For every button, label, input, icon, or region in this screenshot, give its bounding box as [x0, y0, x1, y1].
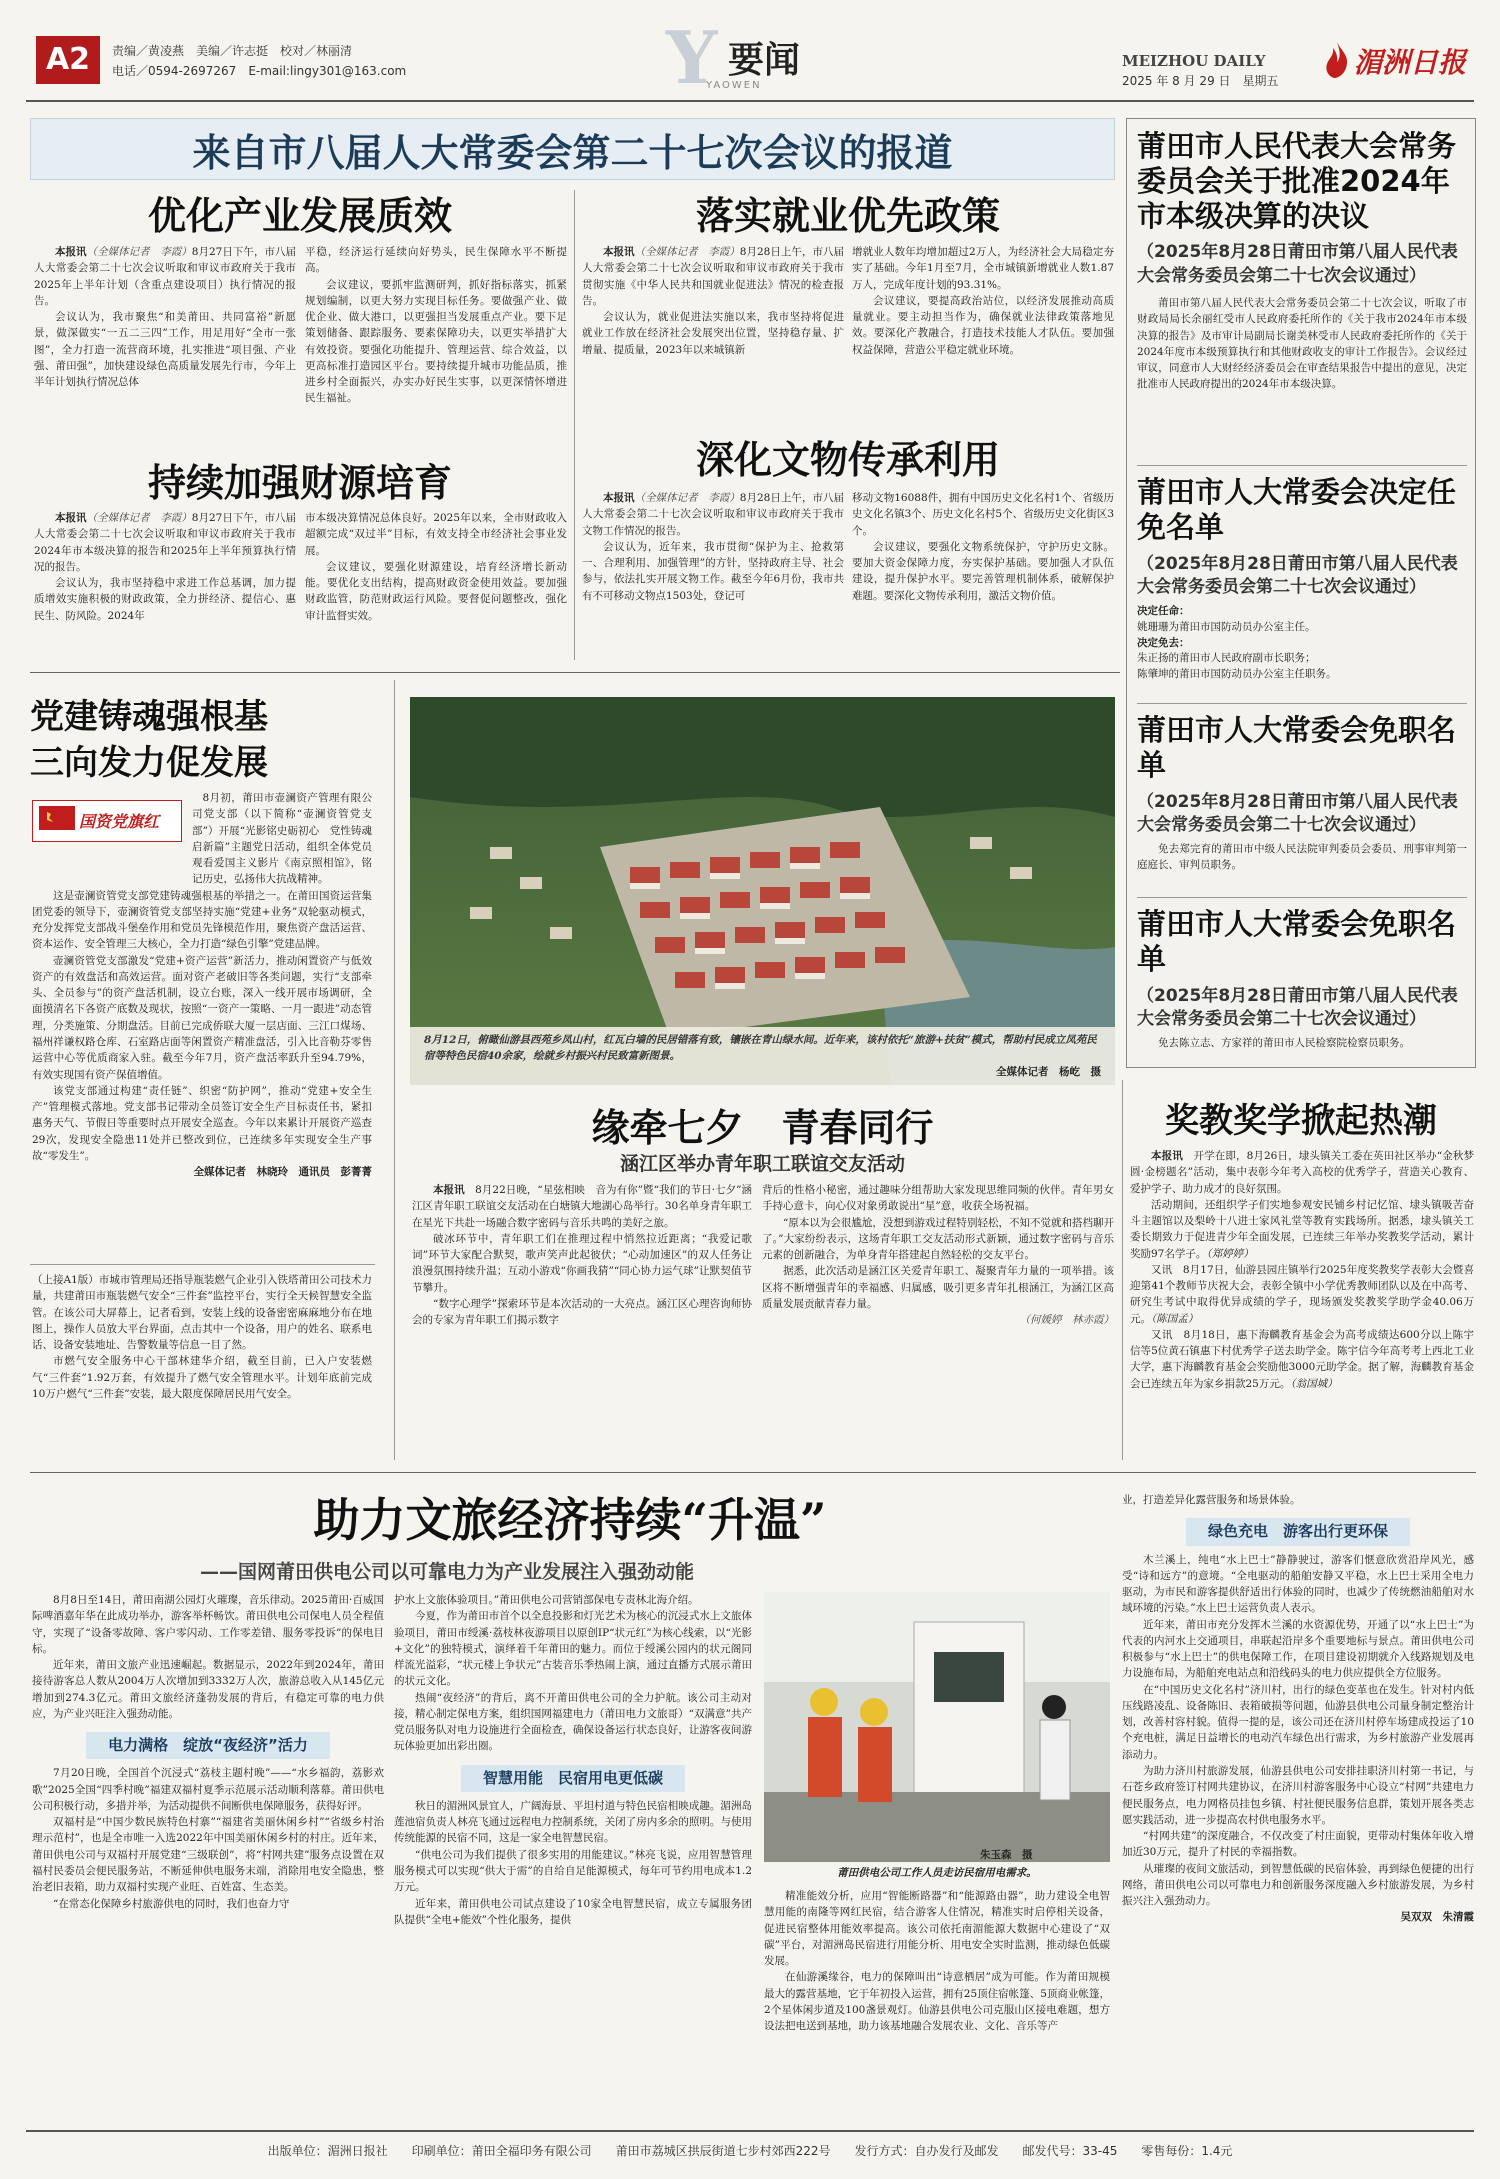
art4-col2	[852, 490, 1114, 660]
divider-middle-bottom	[30, 1472, 1476, 1473]
power-workers-image	[764, 1592, 1110, 1862]
page-header	[26, 15, 1474, 100]
res2-line2: 姚珊珊为莆田市国防动员办公室主任。	[1137, 620, 1316, 633]
divider-youth-award	[1122, 1080, 1123, 1460]
art2-title: 落实就业优先政策	[695, 194, 1000, 238]
gas-text1: （上接A1版）市城市管理局还指导瓶装燃气企业引入铁塔莆田公司技术力量，共建莆田市瓶装燃气安全“三件套”监控平台，实行全天候智慧安全监管。在该公司大屏幕上，记者看到，安装上线的设备密密麻麻地分布在地图上，操作人员放大平台界面，点击其中一个设备，用户的姓名、联系电话、设备安装地址、告警数量等信息一目了然。	[32, 1274, 372, 1352]
power-col4-top: 业，打造差异化露营服务和场景体验。	[1122, 1494, 1301, 1506]
art1-byline: 本报讯	[55, 246, 87, 258]
res4	[1137, 907, 1467, 1052]
res2-line5: 陈肇坤的莆田市国防动员办公室主任职务。	[1137, 668, 1337, 681]
power-credit: 吴双双 朱清霞	[1400, 1911, 1474, 1924]
party-body	[32, 790, 372, 1255]
flame-logo-icon	[1322, 40, 1352, 80]
power-section2-chip: 智慧用能 民宿用电更低碳	[461, 1765, 685, 1792]
award-para3: 又讯 8月17日，仙游县园庄镇举行2025年度奖教奖学表彰大会暨喜迎第41个教师节庆祝大会，表彰全镇中小学优秀教师团队以及在中高考、研究生考试中取得优异成绩的学子，现场颁发奖教奖学助学金40.06万元。	[1130, 1263, 1474, 1325]
power-col4-para5: “村网共建”的深度融合，不仅改变了村庄面貌，更带动村集体年收入增加近30万元，提升了村民的幸福指数。	[1122, 1830, 1474, 1859]
art1-author: （全媒体记者 李霞）	[86, 246, 192, 258]
award-byline: 本报讯	[1151, 1150, 1183, 1162]
divider-party-gas	[30, 1264, 375, 1265]
res3-title: 莆田市人大常委会免职名单	[1137, 713, 1457, 782]
power-col2-para1: 护水上文旅体验项目。”莆田供电公司营销部保电专责林北海介绍。	[394, 1594, 699, 1606]
issue-date: 2025 年 8 月 29 日 星期五	[1122, 74, 1279, 88]
res2-title: 莆田市人大常委会决定任免名单	[1137, 475, 1457, 544]
youth-text4: 背后的性格小秘密，通过趣味分组帮助大家发现思维同频的伙伴。青年男女手持心意卡，向心仪对象勇敢说出“星”意，收获全场祝福。	[762, 1184, 1114, 1213]
party-credit: 全媒体记者 林晓玲 通讯员 彭菁菁	[193, 1166, 372, 1179]
res2-line3: 决定免去：	[1137, 636, 1190, 649]
power-sec1-para1: 7月20日晚，全国首个沉浸式“荔枝主题村晚”——“水乡福韵，荔影欢歌”2025全国“四季村晚”福建双福村夏季示范展示活动顺利落幕。莆田供电公司积极行动，多措并举，为活动提供不间断供电保障服务，获得好评。	[32, 1767, 384, 1812]
art4-byline: 本报讯	[603, 492, 635, 504]
youth-col1	[412, 1182, 752, 1452]
art4-title: 深化文物传承利用	[695, 438, 1000, 482]
award-body	[1130, 1148, 1474, 1460]
art1-text2: 会议认为，我市聚焦“和美莆田、共同富裕”新愿景，做深做实“一五二三四”工作，用足用好“全市一张图”，全力打造一流营商环境，扎实推进“项目强、产业强、莆田强”，加快建设绿色高质量发展先行市，今年上半年计划执行情况总体	[34, 311, 296, 389]
gas-text2: 市燃气安全服务中心干部林建华介绍，截至目前，已入户安装燃气“三件套”1.92万套，有效提升了燃气安全管理水平。计划年底前完成10万户燃气“三件套”安装，最大限度保障居民用气安全。	[32, 1355, 372, 1400]
res1-subtitle: （2025年8月28日莆田市第八届人民代表大会常务委员会第二十七次会议通过）	[1137, 242, 1458, 287]
header-rule	[26, 100, 1474, 102]
art3-text3: 市本级决算情况总体良好。2025年以来，全市财政收入超额完成“双过半”目标，有效支持全市经济社会事业发展。	[305, 512, 567, 557]
banner-title: 来自市八届人大常委会第二十七次会议的报道	[192, 131, 953, 175]
art1-col2	[305, 244, 567, 459]
youth-text3: “数字心理学”探索环节是本次活动的一大亮点。涵江区心理咨询师协会的专家为青年职工们揭示数字	[412, 1297, 752, 1327]
party-intro: 8月初，莆田市壶澜资产管理有限公司党支部（以下简称“壶澜资管党支部”）开展“光影铭史砺初心 党性铸魂启新篇”主题党日活动，组织全体党员观看爱国主义影片《南京照相馆》，铭记历史，弘扬伟大抗战精神。	[192, 792, 372, 886]
section-letter: Y	[666, 15, 718, 100]
youth-text6: 据悉，此次活动是涵江区关爱青年职工、凝聚青年力量的一项举措。该区将不断增强青年的幸福感、归属感，吸引更多青年扎根涵江，为涵江区高质量发展贡献青春力量。	[762, 1265, 1114, 1310]
award-credit2: （陈国孟）	[1151, 1312, 1199, 1325]
power-col4-para6: 从璀璨的夜间文旅活动，到智慧低碳的民宿体验，再到绿色便捷的出行网络，莆田供电公司以可靠电力和创新服务深度融入乡村旅游发展，为乡村振兴注入强劲动力。	[1122, 1862, 1474, 1908]
art4-col1	[582, 490, 844, 660]
art2-author: （全媒体记者 李霞）	[634, 246, 740, 258]
res-divider-2	[1137, 703, 1467, 704]
village-photo-caption: 8月12日，俯瞰仙游县西苑乡凤山村，红瓦白墙的民居错落有致，镶嵌在青山绿水间。近年来，该村依托“旅游+扶贫”模式，帮助村民成立凤苑民宿等特色民宿40余家，绘就乡村振兴村民致富新图景。	[424, 1034, 1097, 1062]
power-title: 助力文旅经济持续“升温”	[313, 1493, 827, 1547]
gas-article	[32, 1272, 372, 1452]
village-photo-caption-box	[410, 1027, 1115, 1085]
village-photo	[410, 697, 1115, 1085]
art2-byline: 本报讯	[603, 246, 635, 258]
art4-text4: 会议建议，要强化文物系统保护，守护历史文脉。要加大资金保障力度，夯实保护基础。要加强人才队伍建设，提升保护水平。要完善管理机制体系，破解保护难题。要深化文物传承利用，激活文物价值。	[852, 540, 1114, 602]
power-section3-chip: 绿色充电 游客出行更环保	[1186, 1518, 1410, 1545]
power-col3-para1: 精准能效分析，应用“智能断路器”和“能源路由器”，助力建设全电智慧用能的南隆等网红民宿，结合游客人住情况，精准实时启停相关设备，促进民宿整体用能效率提高。该公司依托南湄能源大数据中心建设了“双碳”平台，对湄洲岛民宿进行用能分析、用电安全实时监测，推动绿色低碳发展。	[764, 1890, 1110, 1968]
power-subtitle: ——国网莆田供电公司以可靠电力为产业发展注入强劲动能	[200, 1561, 695, 1583]
youth-subtitle: 涵江区举办青年职工联谊交友活动	[619, 1153, 905, 1175]
power-col1	[32, 1592, 384, 2122]
art3-byline: 本报讯	[55, 512, 87, 524]
power-col2-para2: 今夏，作为莆田市首个以全息投影和灯光艺术为核心的沉浸式水上文旅体验项目，莆田市绶溪·荔枝林夜游项目以原创IP“状元红”为核心线索，以“光影+文化”的独特模式，演绎着千年莆田的魅力。而位于绶溪公园内的状元阁同样流光溢彩，“状元楼上争状元”古装音乐季热闹上演，通过直播方式展示莆田的状元文化。	[394, 1610, 752, 1688]
award-para2: 活动期间，还组织学子们实地参观安民铺乡村记忆馆、埭头镇吸苦奋斗主题馆以及梨岭十八进士家风礼堂等教育实践场所。据悉，埭头镇关工委长期致力于促进青少年全面发展，已连续三年举办奖教奖学活动，累计奖励97名学子。	[1130, 1198, 1474, 1260]
power-col4-para4: 为助力济川村旅游发展，仙游县供电公司安排挂职济川村第一书记，与石苍乡政府签订村网共建协议，在济川村游客服务中心设立“村网”共建电力便民服务点，电力网格员挂包乡镇、村社便民服务信息群，策划开展各类志愿实践活动，进一步提高农村供电服务水平。	[1122, 1764, 1474, 1826]
res4-title: 莆田市人大常委会免职名单	[1137, 907, 1457, 976]
power-col3-para2: 在仙游溪缘谷，电力的保障叫出“诗意栖居”成为可能。作为莆田规模最大的露营基地，它于年初投入运营，拥有25顶住宿帐篷、5顶商业帐篷，2个星体闲步道及100盏景观灯。仙游县供电公司克服山区接电难题，想方设法把电送到基地，助力该基地融合发展农业、文化、音乐等产	[764, 1971, 1110, 2033]
power-col4	[1122, 1492, 1474, 2122]
art1-text3: 平稳，经济运行延续向好势头，民生保障水平不断提高。	[305, 246, 567, 275]
res3-body: 免去郑完育的莆田市中级人民法院审判委员会委员、刑事审判第一庭庭长、审判员职务。	[1137, 843, 1467, 871]
power-col3	[764, 1888, 1110, 2122]
party-title-line2: 三向发力促发展	[30, 743, 268, 783]
power-intro2: 近年来，莆田文旅产业迅速崛起。数据显示，2022年到2024年，莆田接待游客总人数从2004万人次增加到3332万人次，旅游总收入从145亿元增加到274.3亿元。莆田文旅经济蓬勃发展的背后，有稳定可靠的电力供应，为产业兴旺注入强劲动能。	[32, 1659, 384, 1720]
editors-line: 责编／黄凌燕 美编／许志挺 校对／林丽清	[112, 44, 353, 58]
power-sec2-para1: 秋日的湄洲风景宜人，广阔海景、平坦村道与特色民宿相映成趣。湄洲岛莲池宿负责人林亮飞通过远程电力控制系统，关闭了房内多余的照明。与使用传统能源的民宿不同，这是一家全电智慧民宿。	[394, 1799, 752, 1845]
art1-text1: 8月27日下午，市八届人大常委会第二十七次会议听取和审议市政府关于我市2025年上半年计划（含重点建设项目）执行情况的报告。	[34, 246, 296, 307]
youth-text1: 8月22日晚，“星弦相映 音为有你”暨“我们的节日·七夕”涵江区青年职工联谊交友活动在白塘镇大地湖心岛举行。30名单身青年职工在星光下共赴一场融合数字密码与音乐共鸣的美好之旅。	[412, 1184, 752, 1229]
power-photo-credit: 朱玉森 摄	[980, 1849, 1033, 1861]
party-para4: 该党支部通过构建“责任链”、织密“防护网”，推动“党建+安全生产”管理模式落地。党支部书记带动全员签订安全生产目标责任书，紧扣惠务天气、节假日等重要时点开展安全巡查。今年以来累计开展资产巡查29次，发现安全隐患11处并已整改到位，已连续多年实现安全生产事故“零发生”。	[32, 1084, 372, 1162]
section-pinyin: YAOWEN	[706, 80, 762, 91]
art1-col1	[34, 244, 296, 459]
contact-line: 电话／0594-2697267 E-mail:lingy301@163.com	[112, 64, 407, 78]
art3-col1	[34, 510, 296, 660]
logo-text: 湄洲日报	[1354, 46, 1467, 79]
power-section1-chip: 电力满格 绽放“夜经济”活力	[86, 1732, 330, 1759]
power-col4-para1: 木兰溪上，纯电“水上巴士”静静驶过，游客们惬意欣赏沿岸风光，感受“诗和远方”的意境。“全电驱动的船舶安静又平稳，水上巴士采用全电力驱动，为市民和游客提供舒适出行体验的同时，也减少了传统燃油船舶对水域环境的污染。”水上巴士运营负责人表示。	[1122, 1553, 1474, 1615]
power-col4-para2: 近年来，莆田市充分发挥木兰溪的水资源优势，开通了以“水上巴士”为代表的内河水上交通项目，串联起沿岸多个重要地标与景点。莆田供电公司积极参与“水上巴士”的供电保障工作，在项目建设初期就介入线路规划及电力设施布局，为船舶充电站点和沿线码头的电力供应提供全方位服务。	[1122, 1618, 1474, 1680]
art2-text2: 会议认为，就业促进法实施以来，我市坚持将促进就业工作放在经济社会发展突出位置，坚持稳存量、扩增量、提质量，2023年以来城镇新	[582, 311, 844, 356]
res2-line4: 朱正扬的莆田市人民政府副市长职务；	[1137, 652, 1316, 665]
art3-title: 持续加强财源培育	[147, 461, 452, 505]
divider-art-cols	[574, 190, 575, 660]
divider-top-section	[30, 672, 1120, 673]
res3	[1137, 713, 1467, 874]
art1-text4: 会议建议，要抓牢监测研判，抓好指标落实，抓紧规划编制，以更大努力实现目标任务。要做强产业、做优企业、做大港口，以更强担当发展重点产业。要下足策划储备、跟踪服务、要素保障功夫，以更实举措扩大有效投资。要强化功能提升、管理运营、综合效益，以更高标准打造园区平台。要持续提升城市功能品质，推进乡村全面振兴，办实办好民生实事，以更深情怀增进民生福祉。	[305, 278, 567, 405]
res1-body: 莆田市第八届人民代表大会常务委员会第二十七次会议，听取了市财政局局长余丽红受市人民政府委托所作的《关于我市2024年市本级决算的报告》及市审计局副局长谢美林受市人民政府委托所作的《关于2024年度市本级预算执行和其他财政收支的审计工作报告》。会议经过审议，同意市人大财经经济委员会在审查结果报告中提出的意见，决定批准市人民政府提出的2024年市本级决算。	[1137, 296, 1467, 391]
art2-text1: 8月28日上午，市八届人大常委会第二十七次会议听取和审议市政府关于我市贯彻实施《中华人民共和国就业促进法》情况的检查报告。	[582, 246, 844, 307]
youth-col2	[762, 1182, 1114, 1452]
res2-subtitle: （2025年8月28日莆田市第八届人民代表大会常务委员会第二十七次会议通过）	[1137, 553, 1458, 598]
award-credit3: （翁国城）	[1290, 1377, 1338, 1390]
art4-author: （全媒体记者 李霞）	[634, 492, 740, 504]
art3-text1: 8月27日下午，市八届人大常委会第二十七次会议听取和审议市政府关于我市2024年市本级决算的报告和2025年上半年预算执行情况的报告。	[34, 512, 296, 573]
award-title: 奖教奖学掀起热潮	[1165, 1101, 1437, 1141]
power-photo	[764, 1592, 1110, 1862]
art2-col1	[582, 244, 844, 424]
res4-body: 免去陈立志、方家祥的莆田市人民检察院检察员职务。	[1158, 1037, 1410, 1050]
party-para2: 这是壶澜资管党支部党建铸魂强根基的举措之一。在莆田国资运营集团党委的领导下，壶澜资管党支部坚持实施“党建+业务”双轮驱动模式，充分发挥党支部战斗堡垒作用和党员先锋模范作用，聚焦资产盘活运营、资本运作、安全管理三大核心，全力打造“绿色引擎”党建品牌。	[32, 889, 372, 951]
newspaper-logo	[1322, 38, 1472, 82]
youth-text5: “原本以为会很尴尬，没想到游戏过程特别轻松，不知不觉就和搭档聊开了。”大家纷纷表示，这场青年职工交友活动形式新颖，通过数字密码与音乐元素的创新融合，为单身青年搭建起自然轻松的交友平台。	[762, 1216, 1114, 1262]
youth-credit: （何媛婷 林赤霞）	[1019, 1314, 1114, 1327]
res-divider-1	[1137, 465, 1467, 466]
page-label: A2	[36, 36, 100, 84]
youth-byline: 本报讯	[433, 1184, 465, 1196]
youth-text2: 破冰环节中，青年职工们在推理过程中悄然拉近距离；“我爱记歌词”环节大家配合默契，歌声笑声此起彼伏；“心动加速区”的双人任务让浪漫氛围持续升温；互动小游戏“你画我猜”“同心协力运气球”让默契值节节攀升。	[412, 1232, 752, 1294]
paper-en-name: MEIZHOU DAILY	[1122, 52, 1266, 70]
power-col4-para3: 在“中国历史文化名村”济川村，出行的绿色变革也在发生。针对村内低压线路凌乱、设备陈旧、表箱破损等问题，仙游县供电公司量身制定整治计划，改善村容村貌。值得一提的是，该公司还在济川村停车场建成投运了10个充电桩，满足日益增长的电动汽车绿色出行需求，为乡村旅游产业发展再添动力。	[1122, 1683, 1474, 1761]
res3-subtitle: （2025年8月28日莆田市第八届人民代表大会常务委员会第二十七次会议通过）	[1137, 791, 1458, 836]
resolutions-box	[1126, 118, 1476, 1068]
party-badge-text: 国资党旗红	[79, 812, 160, 831]
art1-title: 优化产业发展质效	[147, 194, 452, 238]
section-name: 要闻	[728, 40, 801, 81]
art4-text1: 8月28日上午，市八届人大常委会第二十七次会议听取和审议市政府关于我市文物工作情况的报告。	[582, 492, 844, 537]
footer-info: 出版单位：湄洲日报社 印刷单位：莆田全福印务有限公司 莆田市荔城区拱辰街道七步村郊西222号 发行方式：自办发行及邮发 邮发代号：33-45 零售每份：1.4元	[267, 2144, 1233, 2158]
res2	[1137, 475, 1467, 683]
power-sec2-para3: 近年来，莆田供电公司试点建设了10家全电智慧民宿，成立专属服务团队提供“全电+能效”个性化服务，提供	[394, 1897, 752, 1926]
divider-party-photo	[394, 680, 395, 1460]
art2-col2	[852, 244, 1114, 424]
award-para4: 又讯 8月18日，惠下海麟教育基金会为高考成绩达600分以上陈宇信等5位黄石镇惠下村优秀学子送去助学金。陈宇信今年高考考上西北工业大学，惠下海麟教育基金会奖励他3000元助学金。据了解，海麟教育基金会已连续五年为家乡捐款25万元。	[1130, 1328, 1474, 1390]
power-sec1-para3: “在常态化保障乡村旅游供电的同时，我们也奋力守	[53, 1897, 290, 1910]
village-photo-credit: 全媒体记者 杨屹 摄	[996, 1066, 1101, 1079]
res1	[1137, 129, 1467, 393]
award-para1: 开学在即，8月26日，埭头镇关工委在英田社区举办“金秋梦圆·金榜题名”活动，集中表彰今年考入高校的优秀学子，营造关心教育、爱护学子、助力成才的良好氛围。	[1130, 1150, 1474, 1195]
art2-text3: 增就业人数年均增加超过2万人，为经济社会大局稳定夯实了基础。今年1月至7月，全市城镇新增就业人数1.87万人，完成年度计划的93.31%。	[852, 246, 1114, 291]
report-banner	[30, 118, 1115, 180]
award-credit1: （郑婷婷）	[1206, 1247, 1254, 1260]
power-sec1-para2: 双福村是“中国少数民族特色村寨”“福建省美丽休闲乡村”“省级乡村治理示范村”，也是全市唯一入选2022年中国美丽休闲乡村的村庄。近年来，莆田供电公司与双福村开展党建“三级联创”，将“村网共建”服务点设置在双福村民委员会便民服务站，不断延伸供电服务末端，消除用电安全隐患，整治老旧表箱，助力双福村实现产业旺、百姓富、生态美。	[32, 1816, 384, 1894]
res-divider-3	[1137, 897, 1467, 898]
art4-text3: 移动文物16088件，拥有中国历史文化名村1个、省级历史文化名镇3个、历史文化名村5个、省级历史文化街区3个。	[852, 492, 1114, 537]
res1-title: 莆田市人民代表大会常务委员会关于批准2024年市本级决算的决议	[1137, 129, 1457, 233]
power-intro: 8月8日至14日，莆田南湖公园灯火璀璨，音乐律动。2025莆田·百威国际啤酒嘉年华在此成功举办，游客举杯畅饮。莆田供电公司保电人员全程值守，实现了“设备零故障、客户零闪动、工作零差错、服务零投诉”的保电目标。	[32, 1594, 384, 1655]
footer-rule	[26, 2130, 1474, 2132]
art4-text2: 会议认为，近年来，我市贯彻“保护为主、抢救第一、合理利用、加强管理”的方针，坚持政府主导、社会参与，依法扎实开展文物工作。截至今年6月份，我市共有不可移动文物点1503处，登记可	[582, 540, 844, 602]
art3-author: （全媒体记者 李霞）	[86, 512, 192, 524]
party-title-line1: 党建铸魂强根基	[30, 697, 268, 737]
power-sec2-para2: “供电公司为我们提供了很多实用的用能建议。”林亮飞说，应用智慧管理服务模式可以实现“供大于需”的自给自足能源模式，每年可节约用电成本1.2万元。	[394, 1848, 752, 1894]
power-col2-para3: 热闹“夜经济”的背后，离不开莆田供电公司的全力护航。该公司主动对接，精心制定保电方案，组织国网福建电力（莆田电力文旅哥）“双满意”共产党员服务队对电力设施进行全面检查，确保设备运行状态良好，让游客夜间游玩体验更加出彩出圈。	[394, 1691, 752, 1753]
power-col2	[394, 1592, 752, 2122]
art3-text4: 会议建议，要强化财源建设，培育经济增长新动能。要优化支出结构，提高财政资金使用效益。要加强财政监管，防范财政运行风险。要督促问题整改，强化审计监督实效。	[305, 560, 567, 622]
youth-title: 缘牵七夕 青春同行	[591, 1106, 934, 1150]
power-photo-caption: 莆田供电公司工作人员走访民宿用电需求。	[837, 1867, 1037, 1879]
res4-subtitle: （2025年8月28日莆田市第八届人民代表大会常务委员会第二十七次会议通过）	[1137, 985, 1458, 1030]
art3-col2	[305, 510, 567, 660]
art2-text4: 会议建议，要提高政治站位，以经济发展推动高质量就业。要主动担当作为，确保就业法律政策落地见效。要深化产教融合，打造技术技能人才队伍。要加强权益保障，营造公平稳定就业环境。	[852, 294, 1114, 356]
art3-text2: 会议认为，我市坚持稳中求进工作总基调，加力提质增效实施积极的财政政策，全力拼经济、提信心、惠民生、防风险。2024年	[34, 577, 296, 622]
res2-line1: 决定任命：	[1137, 605, 1190, 618]
party-para3: 壶澜资管党支部激发“党建+资产运营”新活力，推动闲置资产与低效资产的有效盘活和高效运营。面对资产老破旧等各类问题，实行“支部牵头、全员参与”的资产盘活机制，设立台账，深入一线开展市场调研，全面摸清名下各资产底数及现状，按照“一资产一策略、一月一跟进”动态管理，分类施策、分期盘活。目前已完成侨联大厦一层店面、三江口煤场、福州祥谦权路仓库、石室路店面等闲置资产精准盘活，引入比音勒芬零售运营中心等优质商家入驻。截至今年7月，资产盘活率跃升至94.79%，有效实现国有资产保值增值。	[32, 954, 372, 1081]
